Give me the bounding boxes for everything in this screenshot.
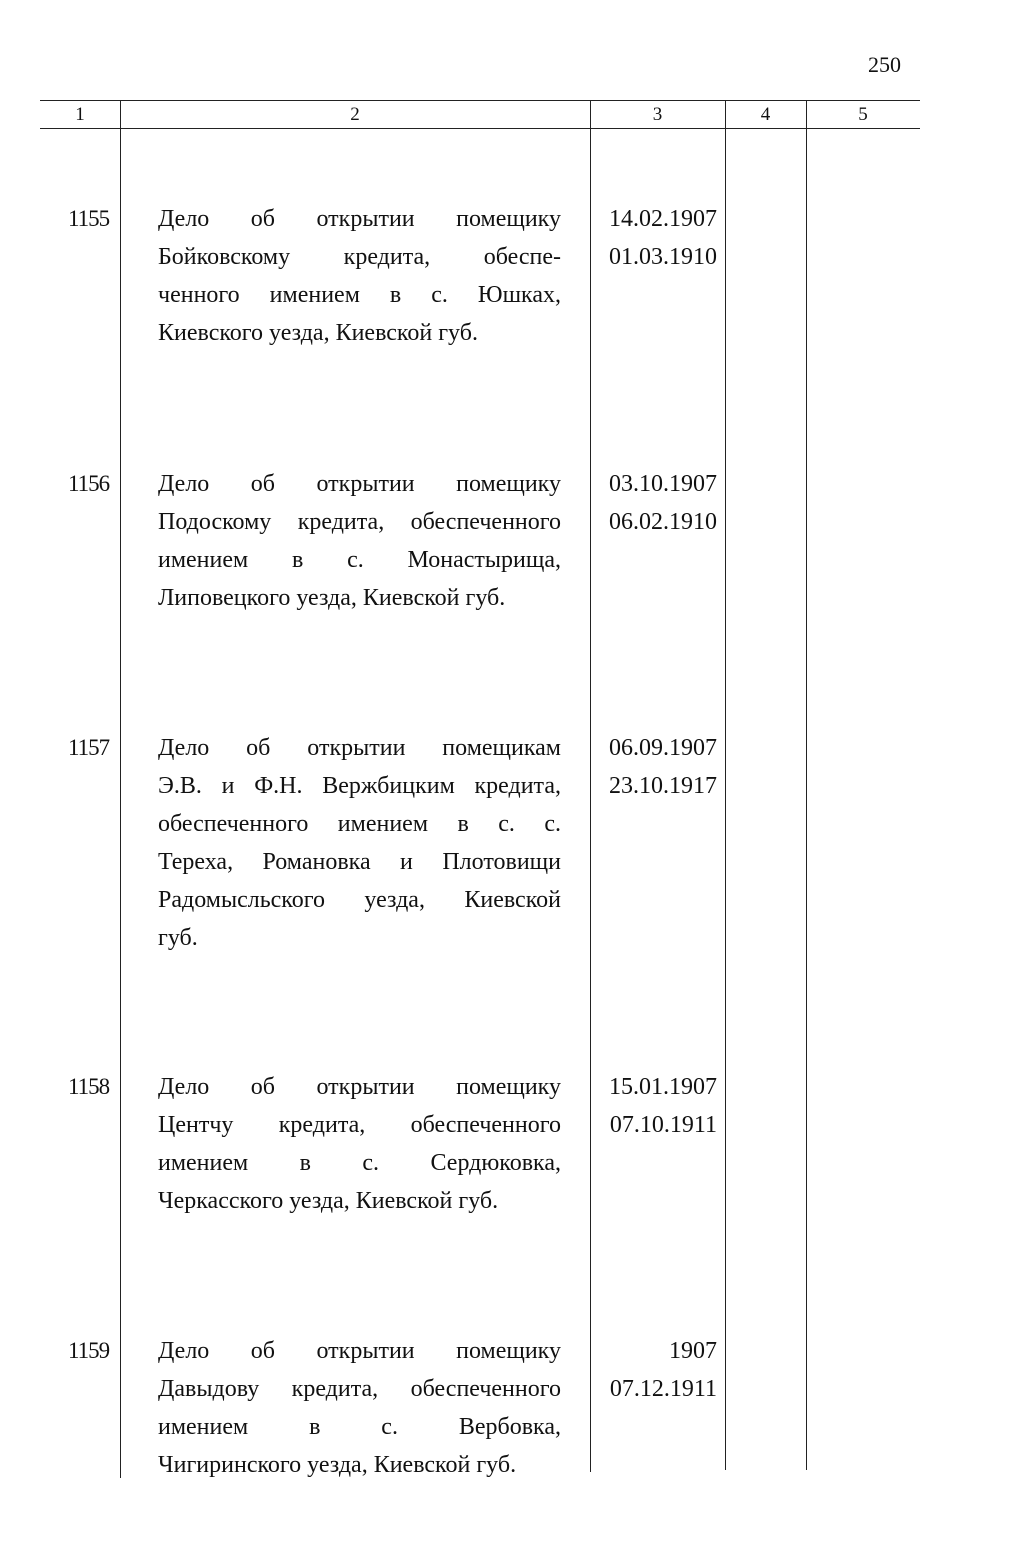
case-dates <box>593 1068 717 1144</box>
description-line: Дело об открытии помещику <box>158 1074 561 1100</box>
description-line: имением в с. Вербовка, <box>158 1414 561 1440</box>
case-description <box>158 1068 561 1220</box>
end-date: 23.10.1917 <box>609 773 717 799</box>
start-date: 15.01.1907 <box>609 1074 717 1100</box>
case-description <box>158 200 561 352</box>
column-divider <box>806 100 807 1470</box>
case-dates <box>593 729 717 805</box>
description-line: ченного имением в с. Юшках, <box>158 282 561 308</box>
description-line: Радомысльского уезда, Киевской <box>158 887 561 913</box>
description-line: Дело об открытии помещику <box>158 471 561 497</box>
column-header-5: 5 <box>858 104 868 125</box>
start-date: 14.02.1907 <box>609 206 717 232</box>
table-top-rule <box>40 100 920 101</box>
description-line: Э.В. и Ф.Н. Вержбицким кредита, <box>158 773 561 799</box>
start-date: 1907 <box>669 1338 717 1364</box>
description-line: имением в с. Сердюковка, <box>158 1150 561 1176</box>
page-number: 250 <box>868 52 901 77</box>
case-number: 1157 <box>68 735 110 760</box>
case-dates <box>593 1332 717 1408</box>
description-line: Чигиринского уезда, Киевской губ. <box>158 1452 517 1478</box>
column-divider <box>725 100 726 1470</box>
case-dates <box>593 465 717 541</box>
case-number: 1159 <box>68 1338 110 1363</box>
description-line: Давыдову кредита, обеспеченного <box>158 1376 561 1402</box>
end-date: 06.02.1910 <box>609 509 717 535</box>
start-date: 06.09.1907 <box>609 735 717 761</box>
description-line: Дело об открытии помещику <box>158 206 561 232</box>
column-header-2: 2 <box>350 104 360 125</box>
start-date: 03.10.1907 <box>609 471 717 497</box>
description-line: обеспеченного имением в с. с. <box>158 811 561 837</box>
case-description <box>158 1332 561 1484</box>
header-bottom-rule <box>40 128 920 129</box>
description-line: губ. <box>158 925 198 951</box>
description-line: Дело об открытии помещику <box>158 1338 561 1364</box>
description-line: Бойковскому кредита, обеспе- <box>158 244 561 270</box>
description-line: Тереха, Романовка и Плотовищи <box>158 849 561 875</box>
end-date: 01.03.1910 <box>609 244 717 270</box>
case-description <box>158 465 561 617</box>
description-line: Центчу кредита, обеспеченного <box>158 1112 561 1138</box>
end-date: 07.12.1911 <box>609 1376 717 1402</box>
column-divider <box>120 100 121 1478</box>
description-line: Подоскому кредита, обеспеченного <box>158 509 561 535</box>
case-number: 1156 <box>68 471 110 496</box>
case-description <box>158 729 561 957</box>
column-header-1: 1 <box>75 104 85 125</box>
description-line: Липовецкого уезда, Киевской губ. <box>158 585 506 611</box>
end-date: 07.10.1911 <box>609 1112 717 1138</box>
case-number: 1158 <box>68 1074 110 1099</box>
description-line: Дело об открытии помещикам <box>158 735 561 761</box>
case-number: 1155 <box>68 206 110 231</box>
case-dates <box>593 200 717 276</box>
column-header-3: 3 <box>652 104 663 125</box>
column-header-4: 4 <box>760 104 771 125</box>
column-divider <box>590 100 591 1472</box>
description-line: имением в с. Монастырища, <box>158 547 561 573</box>
description-line: Черкасского уезда, Киевской губ. <box>158 1188 499 1214</box>
description-line: Киевского уезда, Киевской губ. <box>158 320 478 346</box>
